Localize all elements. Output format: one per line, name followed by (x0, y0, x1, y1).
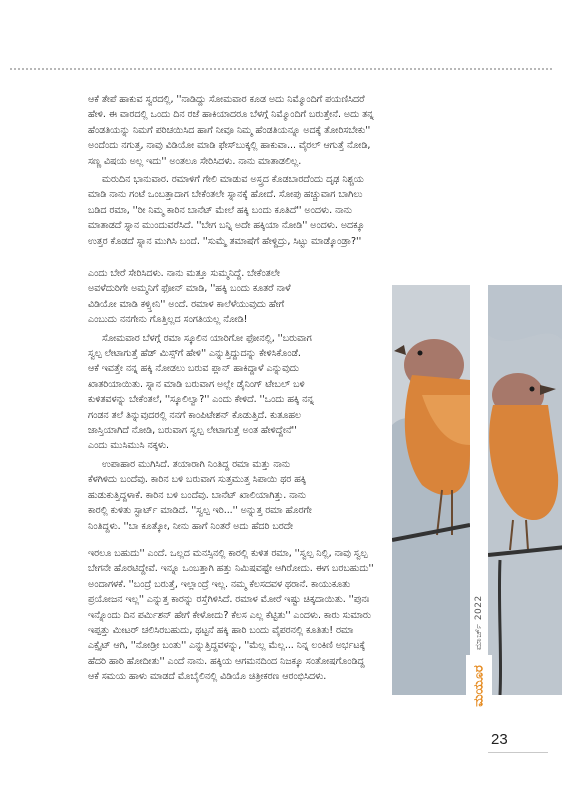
story-line: ಅವಳೆದುರಿಗೇ ಅಮ್ಮನಿಗೆ ಫೋನ್ ಮಾಡಿ, ''ಹಕ್ಕಿ ಬಂದು ಕೂತರೆ ನಾಳೆ (88, 283, 291, 295)
story-line: ಆಕೆ ಇವತ್ತೇ ನನ್ನ ಹಕ್ಕಿ ನೋಡಲು ಬರುವ ಪ್ಲಾನ್ ಹಾಕಿದ್ದಾಳೆ ಎನ್ನುವುದು (88, 363, 299, 375)
story-line: ಮಾಡಿ ನಾನು ಗಂಟೆ ಒಂಬತ್ತಾದಾಗ ಬೇಕೆಂತಲೇ ಸ್ನಾನಕ್ಕೆ ಹೋದೆ. ಸೋಪು ಹಚ್ಚುವಾಗ ಬಾಗಿಲು (88, 189, 363, 201)
story-line: ಕಾರಲ್ಲಿ ಕುಳಿತು ಸ್ಟಾರ್ಟ್ ಮಾಡಿದೆ. ''ಸ್ವಲ್ಪ ಇರಿ...'' ಅನ್ನುತ್ತ ರಮಾ ಹೊರಗೇ (88, 505, 312, 517)
page-number: 23 (491, 731, 508, 748)
story-line: ಹೇಳಿ. ಈ ವಾರದಲ್ಲಿ ಒಂದು ದಿನ ರಜೆ ಹಾಕಿಯಾದರೂ ಬೆಳಗ್ಗೆ ನಿಮ್ಮೊಂದಿಗೆ ಬರುತ್ತೇನೆ. ಅದು ತನ್ನ (88, 109, 374, 121)
story-line: ಇರಲೂ ಬಹುದು'' ಎಂದೆ. ಒಲ್ಲದ ಮನಸ್ಸಿನಲ್ಲಿ ಕಾರಲ್ಲಿ ಕುಳಿತ ರಮಾ, ''ಸ್ವಲ್ಪ ನಿಲ್ಲಿ, ನಾವು ಸ್ವಲ್ಪ (88, 548, 368, 559)
story-line: ಜಾಸ್ತಿಯಾಗಿದೆ ನೋಡಿ, ಬರುವಾಗ ಸ್ವಲ್ಪ ಲೇಟಾಗುತ್ತೆ ಅಂತ ಹೇಳಿದ್ದೇನೆ'' (88, 425, 297, 437)
story-line: ವಿಡಿಯೋ ಮಾಡಿ ಕಳ್ಸ್ತೀನಿ'' ಅಂದೆ. ರಮಾಳ ಕಾಲೆಳೆಯುವುದು ಹೇಗೆ (88, 298, 285, 310)
story-line: ಸಣ್ಣ ವಿಷಯ ಅಲ್ಲ ಇದು'' ಅಂತಲೂ ಸೇರಿಸಿದಳು. ನಾನು ಮಾತಾಡಲಿಲ್ಲ. (88, 155, 302, 167)
bird-illustration-right (488, 285, 562, 695)
story-line: ಆಕೆ ಸಮಯ ಹಾಳು ಮಾಡದೆ ಮೊಬೈಲಿನಲ್ಲಿ ವಿಡಿಯೊ ಚಿತ್ರೀಕರಣ ಆರಂಭಿಸಿದಳು. (88, 671, 327, 683)
story-line: ಎಂಬುದು ನನಗೇನು ಗೊತ್ತಿಲ್ಲದ ಸಂಗತಿಯಲ್ಲ ನೋಡಿ! (88, 314, 248, 326)
story-line: ಉಪಾಹಾರ ಮುಗಿಸಿದೆ. ತಯಾರಾಗಿ ನಿಂತಿದ್ದ ರಮಾ ಮತ್ತು ನಾನು (102, 458, 291, 470)
story-line: ಕೆಳಗಿಳಿದು ಬಂದೆವು. ಕಾರಿನ ಬಳಿ ಬರುವಾಗ ಸುತ್ತಮುತ್ತ ಸಿಪಾಯಿ ಥರ ಹಕ್ಕಿ (88, 474, 307, 486)
story-line: ಎಂದು ಮುಸಿಮುಸಿ ನಕ್ಕಳು. (88, 440, 169, 452)
story-line: ಖಾತರಿಯಾಯಿತು. ಸ್ನಾನ ಮಾಡಿ ಬರುವಾಗ ಅಲ್ಲೇ ಡೈನಿಂಗ್ ಟೇಬಲ್ ಬಳಿ (88, 378, 305, 390)
story-line: ಅಂದೆಂದು ನಗುತ್ತ, ನಾವು ವಿಡಿಯೋ ಮಾಡಿ ಫೇಸ್‌ಬುಕ್ಕಲ್ಲಿ ಹಾಕುವಾ... ವೈರಲ್ ಆಗುತ್ತೆ ನೋಡಿ, (88, 140, 371, 152)
issue-date: ಮಾರ್ಚ್ 2022 (474, 595, 484, 650)
story-line: ಸೋಮವಾರ ಬೆಳಗ್ಗೆ ರಮಾ ಸ್ಕೂಲಿನ ಯಾರಿಗೋ ಫೋನಲ್ಲಿ, ''ಬರುವಾಗ (102, 332, 312, 344)
story-line: ಹೆಂಡತಿಯನ್ನು ನಿಮಗೆ ಪರಿಚಯಿಸಿದ ಹಾಗೆ ನೀವೂ ನಿಮ್ಮ ಹೆಂಡತಿಯನ್ನೂ ಅದಕ್ಕೆ ತೋರಿಸಬೇಕು'' (88, 124, 371, 136)
story-line: ಗಂಡನ ತಲೆ ತಿನ್ನುವುದರಲ್ಲಿ ನನಗೆ ಕಾಂಪಿಟೇಶನ್ ಕೊಡುತ್ತಿದೆ. ಕುತೂಹಲ (88, 409, 302, 421)
bird-illustration-left (392, 285, 470, 695)
magazine-logo-text: ಮಯೂರ (471, 665, 487, 707)
top-dotted-rule (10, 68, 552, 70)
story-narrow-block (88, 266, 378, 534)
story-line: ಎಂದು ಬೇರೆ ಸೇರಿಸಿದಳು. ನಾನು ಮತ್ತೂ ಸುಮ್ಮನಿದ್ದೆ. ಬೇಕೆಂತಲೇ (88, 268, 280, 279)
story-line: ಉತ್ತರ ಕೊಡದೆ ಸ್ನಾನ ಮುಗಿಸಿ ಬಂದೆ. ''ಸುಮ್ಮೆ ತಮಾಷೆಗೆ ಹೇಳ್ದಿದ್ರು, ಸಿಟ್ಟು ಮಾಡ್ಕೊಂಡ್ರಾ?'' (88, 235, 362, 247)
magazine-logo (466, 655, 492, 717)
story-line: ಮರುದಿನ ಭಾನುವಾರ. ರಮಾಳಿಗೆ ಗೇಲಿ ಮಾಡುವ ಅಸ್ತ್ರದ ಕೊಡಬಾರದೆಂದು ದೃಢ ನಿಶ್ಚಯ (102, 174, 364, 186)
story-line: ಅಂದಾಗಳಕೆ. ''ಬಂದ್ರೆ ಬರುತ್ತೆ, ಇಲ್ಲಾಂದ್ರೆ ಇಲ್ಲ. ನಮ್ಮ ಕೆಲಸದವಳ ಥರಾನೆ. ಕಾಯುಕೂತು (88, 578, 351, 590)
story-line: ಸ್ವಲ್ಪ ಲೇಟಾಗುತ್ತೆ ಹೆಡ್ ಮಿಸ್ಸ್‌ಗೆ ಹೇಳಿ'' ಎನ್ನುತ್ತಿದ್ದುದನ್ನು ಕೇಳಿಸಿಕೊಂಡೆ. (88, 348, 301, 360)
story-line: ಪ್ರಯೋಜನ ಇಲ್ಲ'' ಎನ್ನುತ್ತ ಕಾರನ್ನು ರಸ್ತೆಗಿಳಿಸಿದೆ. ರಮಾಳ ಮೋರೆ ಇಷ್ಟು ಚಿಕ್ಕದಾಯಿತು. ''ಪುನಃ (88, 594, 370, 606)
story-line: ಇಪ್ಪತ್ತು ಮೀಟರ್ ಚಲಿಸಿರಬಹುದು, ಥಟ್ಟನೆ ಹಕ್ಕಿ ಹಾರಿ ಬಂದು ವೈಪರನಲ್ಲಿ ಕೂತಿತು! ರಮಾ (88, 625, 354, 637)
story-line: ಬೇಗನೇ ಹೊರಟಿದ್ದೇವೆ. ಇನ್ನೂ ಒಂಬತ್ತಾಗಿ ಹತ್ತು ನಿಮಿಷವಷ್ಟೇ ಆಗಿರೋದು. ಈಗ ಬರಬಹುದು'' (88, 563, 374, 575)
story-line: ಇನ್ನೊಂದು ದಿನ ಪರ್ಮಿಶನ್ ಹೇಗೆ ಕೇಳೋದು? ಕೆಲಸ ಎಲ್ಲ ಕೆಟ್ಟಿತು'' ಎಂದಳು. ಕಾರು ಸುಮಾರು (88, 609, 371, 621)
story-line: ಆಕೆ ತೇಪೆ ಹಾಕುವ ಸ್ವರದಲ್ಲಿ, ''ನಾಡಿದ್ದು ಸೋಮವಾರ ಕೂಡ ಅದು ನಿಮ್ಮೊಂದಿಗೆ ಪಯಣಿಸಿದರೆ (88, 94, 365, 105)
story-line: ಎಕ್ಸೈಟ್ ಆಗಿ, ''ನೋಡ್ರೀ ಬಂತು'' ಎನ್ನುತ್ತಿದ್ದವಳನ್ನು, ''ಮೆಲ್ಲ ಮೆಲ್ಲ... ನಿನ್ನ ಲಂಕಿಣಿ ಅರ್ಭಟಕ್ಕೆ (88, 640, 366, 652)
story-line: ಕುಳಿತವಳನ್ನು ಬೇಕೆಂತಲೆ, ''ಸ್ಕೂಲಿಲ್ವಾ?'' ಎಂದು ಕೇಳಿದೆ. ''ಒಂದು ಹಕ್ಕಿ ನನ್ನ (88, 394, 314, 406)
page-number-rule (488, 752, 548, 753)
story-line: ಹುಡುಕುತ್ತಿದ್ದಳಾಕೆ. ಕಾರಿನ ಬಳಿ ಬಂದೆವು. ಬಾನೆಟ್ ಖಾಲಿಯಾಗಿತ್ತು. ನಾನು (88, 489, 307, 501)
story-top-block (88, 92, 478, 249)
story-line: ಮಾತಾಡದೆ ಸ್ನಾನ ಮುಂದುವರೆಸಿದೆ. ''ಬೇಗ ಬನ್ನಿ ಅದೇ ಹಕ್ಕಿಯಾ ನೋಡಿ'' ಅಂದಳು. ಅದಕ್ಕೂ (88, 220, 365, 232)
story-line: ನಿಂತಿದ್ದಳು. ''ಬಾ ಕೂತ್ಕೋ, ನೀನು ಹಾಗೆ ನಿಂತರೆ ಅದು ಹೆದರಿ ಬರದೇ (88, 520, 294, 532)
story-line: ಹೆದರಿ ಹಾರಿ ಹೋದೀತು'' ಎಂದೆ ನಾನು. ಹಕ್ಕಿಯ ಆಗಮನದಿಂದ ನಿಜಕ್ಕೂ ಸಂತೋಷಗೊಂಡಿದ್ದ (88, 655, 365, 667)
story-line: ಬಡಿದ ರಮಾ, ''ರೀ ನಿಮ್ಮ ಕಾರಿನ ಬಾನೆಟ್ ಮೇಲೆ ಹಕ್ಕಿ ಬಂದು ಕೂತಿದೆ'' ಅಂದಳು. ನಾನು (88, 204, 352, 216)
